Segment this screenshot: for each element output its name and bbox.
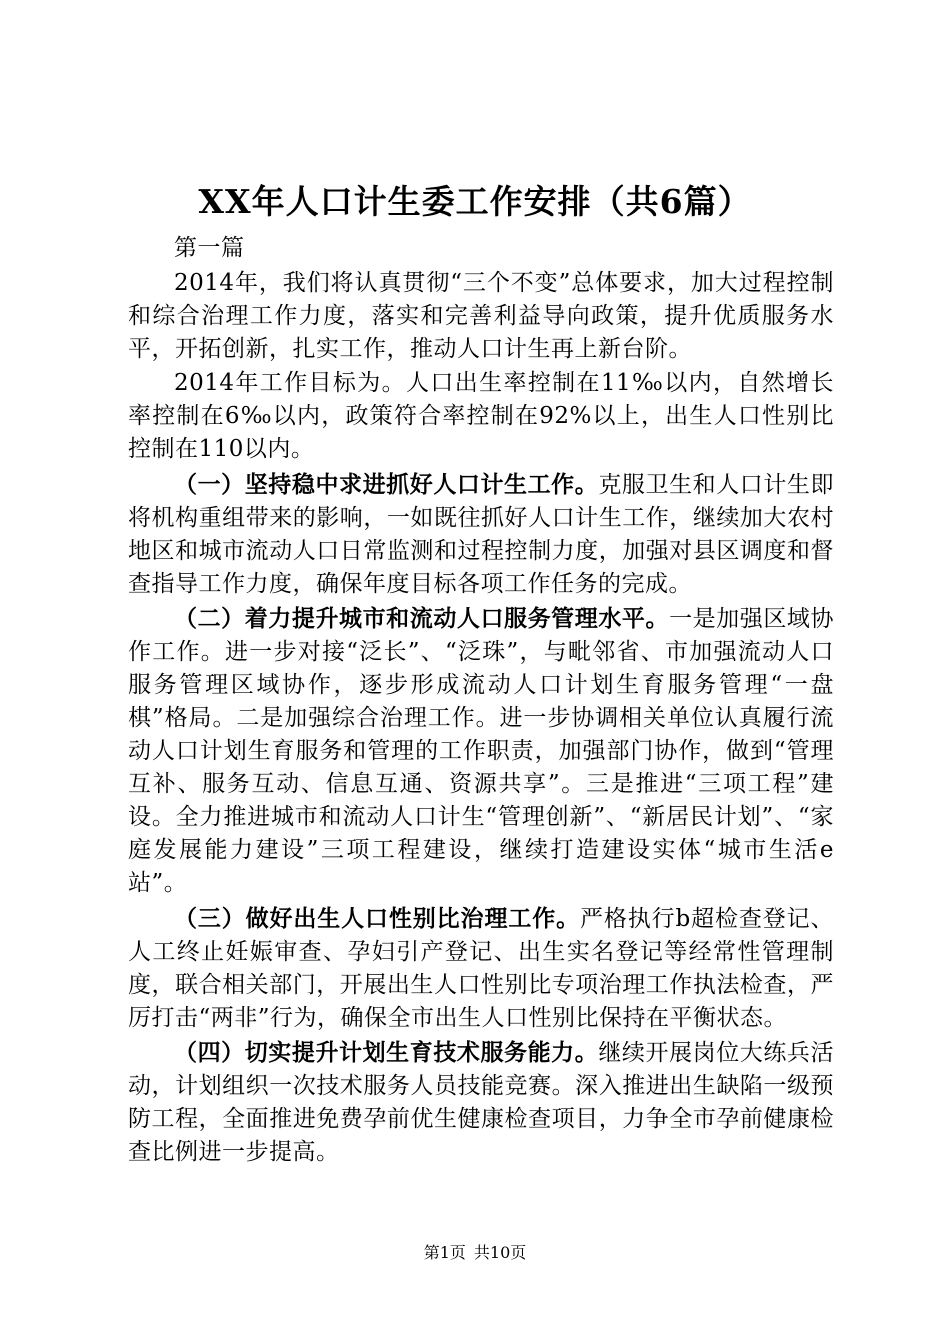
page-number: 第1页	[423, 1243, 466, 1262]
section-label: 第一篇	[174, 235, 245, 261]
paragraph-goals	[128, 367, 834, 466]
paragraph-text: 严格执行b超检查登记、人工终止妊娠审查、孕妇引产登记、出生实名登记等经常性管理制度，联合相关部门，开展出生人口性别比专项治理工作执法检查，严厉打击“两非”行为，确保全市出生人口性别比保持在平衡状态。	[128, 905, 834, 1031]
page-footer	[0, 1242, 950, 1264]
page-total: 共10页	[473, 1243, 527, 1262]
paragraph-item-1	[128, 468, 834, 601]
paragraph-text: 2014年工作目标为。人口出生率控制在11‰以内，自然增长率控制在6‰以内，政策符合率控制在92%以上，出生人口性别比控制在110以内。	[128, 370, 834, 462]
paragraph-text: 克服卫生和人口计生即将机构重组带来的影响，一如既往抓好人口计生工作，继续加大农村地区和城市流动人口日常监测和过程控制力度，加强对县区调度和督查指导工作力度，确保年度目标各项工作任务的完成。	[128, 471, 835, 597]
paragraph-heading: （一）坚持稳中求进抓好人口计生工作。	[174, 470, 599, 498]
paragraph-item-3	[128, 902, 834, 1035]
paragraph-text: 继续开展岗位大练兵活动，计划组织一次技术服务人员技能竞赛。深入推进出生缺陷一级预防工程，全面推进免费孕前优生健康检查项目，力争全市孕前健康检查比例进一步提高。	[128, 1040, 835, 1165]
document-title: XX年人口计生委工作安排（共6篇）	[198, 182, 752, 221]
paragraph-heading: （三）做好出生人口性别比治理工作。	[174, 904, 580, 932]
paragraph-item-4	[128, 1036, 834, 1169]
paragraph-intro	[128, 267, 834, 366]
paragraph-text: 一是加强区域协作工作。进一步对接“泛长”、“泛珠”，与毗邻省、市加强流动人口服务管理区域协作，逐步形成流动人口计划生育服务管理“一盘棋”格局。二是加强综合治理工作。进一步协调相关单位认真履行流动人口计划生育服务和管理的工作职责，加强部门协作，做到“管理互补、服务互动、信息互通、资源共享”。三是推进“三项工程”建设。全力推进城市和流动人口计生“管理创新”、“新居民计划”、“家庭发展能力建设”三项工程建设，继续打造建设实体“城市生活e站”。	[128, 606, 835, 896]
paragraph-text: 2014年，我们将认真贯彻“三个不变”总体要求，加大过程控制和综合治理工作力度，落实和完善利益导向政策，提升优质服务水平，开拓创新，扎实工作，推动人口计生再上新台阶。	[128, 269, 834, 362]
paragraph-item-2	[128, 602, 834, 900]
paragraph-heading: （二）着力提升城市和流动人口服务管理水平。	[174, 605, 670, 632]
document-body	[128, 232, 834, 1171]
paragraph-heading: （四）切实提升计划生育技术服务能力。	[174, 1039, 599, 1066]
